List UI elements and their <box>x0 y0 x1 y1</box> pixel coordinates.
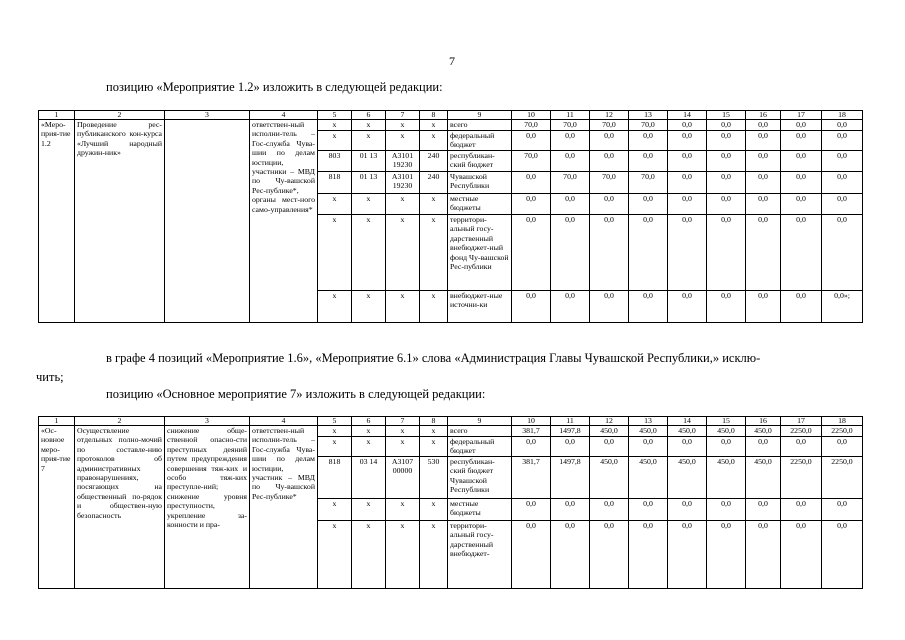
cell-amount: 0,0 <box>707 437 746 457</box>
cell-amount: 0,0 <box>781 131 822 151</box>
cell-amount: 0,0 <box>707 291 746 323</box>
cell-amount: 0,0 <box>707 499 746 521</box>
paragraph-column4-edit-cont: чить; <box>36 370 64 384</box>
cell-amount: 450,0 <box>629 426 668 437</box>
cell-amount: 0,0 <box>781 151 822 172</box>
cell-c1: «Меро-прия-тие 1.2 <box>39 120 75 323</box>
cell-amount: 0,0 <box>590 151 629 172</box>
cell-funding-source: всего <box>448 426 512 437</box>
table-row <box>39 426 863 437</box>
cell-amount: 0,0 <box>781 172 822 194</box>
column-number: 14 <box>668 111 707 120</box>
cell-c7: x <box>386 194 420 215</box>
cell-funding-source: федеральный бюджет <box>448 437 512 457</box>
cell-c8: x <box>420 291 448 323</box>
cell-amount: 0,0 <box>668 437 707 457</box>
cell-amount: 0,0 <box>590 521 629 589</box>
cell-funding-source: территори-альный госу-дарственный внебюджет-ный фонд Чу-вашской Рес-публики <box>448 215 512 291</box>
cell-c7: x <box>386 215 420 291</box>
cell-amount: 0,0 <box>668 172 707 194</box>
cell-amount: 0,0 <box>590 194 629 215</box>
cell-c7: А3101 19230 <box>386 172 420 194</box>
column-number: 17 <box>781 417 822 426</box>
column-number: 4 <box>250 111 318 120</box>
cell-amount: 450,0 <box>707 457 746 499</box>
column-number: 12 <box>590 417 629 426</box>
cell-amount: 0,0 <box>512 499 551 521</box>
cell-amount: 0,0 <box>707 151 746 172</box>
cell-amount: 0,0 <box>668 291 707 323</box>
cell-amount: 0,0 <box>629 194 668 215</box>
cell-c5: x <box>318 437 352 457</box>
column-number: 11 <box>551 417 590 426</box>
cell-amount: 0,0 <box>551 499 590 521</box>
cell-c7: x <box>386 120 420 131</box>
cell-c8: x <box>420 194 448 215</box>
paragraph-main-measure-7: позицию «Основное мероприятие 7» изложить в следующей редакции: <box>106 387 486 401</box>
cell-amount: 0,0 <box>822 172 863 194</box>
cell-amount: 450,0 <box>707 426 746 437</box>
cell-amount: 0,0 <box>590 437 629 457</box>
cell-c6: x <box>352 194 386 215</box>
cell-amount: 2250,0 <box>822 426 863 437</box>
cell-c8: 530 <box>420 457 448 499</box>
cell-amount: 0,0 <box>781 291 822 323</box>
cell-c8: x <box>420 120 448 131</box>
cell-amount: 0,0 <box>590 131 629 151</box>
cell-amount: 0,0 <box>629 499 668 521</box>
cell-amount: 0,0 <box>746 499 781 521</box>
cell-c1: «Ос-новное меро-прия-тие 7 <box>39 426 75 589</box>
column-number: 6 <box>352 417 386 426</box>
cell-amount: 2250,0 <box>822 457 863 499</box>
column-number: 16 <box>746 111 781 120</box>
cell-amount: 381,7 <box>512 457 551 499</box>
cell-c6: x <box>352 499 386 521</box>
cell-c8: x <box>420 499 448 521</box>
cell-amount: 0,0 <box>668 499 707 521</box>
cell-amount: 0,0 <box>512 215 551 291</box>
cell-amount: 0,0 <box>746 194 781 215</box>
column-number: 15 <box>707 111 746 120</box>
cell-amount: 0,0 <box>707 120 746 131</box>
cell-amount: 450,0 <box>746 426 781 437</box>
cell-amount: 0,0 <box>668 521 707 589</box>
cell-c5: 818 <box>318 457 352 499</box>
cell-amount: 450,0 <box>590 457 629 499</box>
column-number: 18 <box>822 111 863 120</box>
cell-c3: снижение обще-ственной опасно-сти преступных деяний путем предупреждения совершения тяж-ких и особо тяж-ких преступле-ний; снижение уровня преступности, укрепление за-конности и пра- <box>165 426 250 589</box>
cell-c8: x <box>420 215 448 291</box>
column-number: 16 <box>746 417 781 426</box>
column-number: 11 <box>551 111 590 120</box>
cell-amount: 0,0 <box>707 194 746 215</box>
cell-amount: 0,0 <box>822 437 863 457</box>
column-number: 2 <box>75 111 165 120</box>
cell-c8: x <box>420 426 448 437</box>
cell-c4: ответствен-ный исполни-тель – Гос-служба Чува-шии по делам юстиции, участники – МВД по Чу-вашской Рес-публике*, органы мест-ного само-управления* <box>250 120 318 323</box>
column-number: 7 <box>386 417 420 426</box>
cell-amount: 450,0 <box>746 457 781 499</box>
cell-amount: 0,0 <box>746 521 781 589</box>
cell-c6: 03 14 <box>352 457 386 499</box>
cell-c5: x <box>318 499 352 521</box>
cell-amount: 0,0 <box>781 194 822 215</box>
cell-amount: 0,0 <box>629 437 668 457</box>
cell-amount: 0,0 <box>512 291 551 323</box>
column-number: 10 <box>512 417 551 426</box>
column-number: 8 <box>420 417 448 426</box>
cell-c5: x <box>318 291 352 323</box>
cell-amount: 0,0 <box>707 521 746 589</box>
column-number: 1 <box>39 111 75 120</box>
column-number-row <box>39 417 863 426</box>
cell-amount: 0,0 <box>781 499 822 521</box>
cell-c7: x <box>386 521 420 589</box>
cell-amount: 0,0 <box>551 291 590 323</box>
cell-amount: 0,0 <box>746 131 781 151</box>
cell-amount: 0,0 <box>629 215 668 291</box>
cell-amount: 0,0 <box>590 215 629 291</box>
cell-amount: 0,0 <box>629 291 668 323</box>
column-number: 7 <box>386 111 420 120</box>
cell-amount: 0,0 <box>629 521 668 589</box>
column-number: 2 <box>75 417 165 426</box>
cell-c7: x <box>386 437 420 457</box>
cell-c6: x <box>352 215 386 291</box>
cell-c7: x <box>386 426 420 437</box>
cell-c7: А3101 19230 <box>386 151 420 172</box>
column-number: 13 <box>629 111 668 120</box>
cell-amount: 0,0 <box>512 172 551 194</box>
cell-funding-source: территори-альный госу-дарственный внебюджет- <box>448 521 512 589</box>
cell-funding-source: внебюджет-ные источни-ки <box>448 291 512 323</box>
page-number: 7 <box>449 54 455 68</box>
cell-amount: 0,0 <box>822 499 863 521</box>
cell-amount: 0,0 <box>551 194 590 215</box>
cell-funding-source: всего <box>448 120 512 131</box>
cell-c8: 240 <box>420 151 448 172</box>
cell-amount: 0,0 <box>746 291 781 323</box>
column-number: 17 <box>781 111 822 120</box>
cell-amount: 70,0 <box>551 120 590 131</box>
cell-amount: 0,0 <box>590 291 629 323</box>
cell-amount: 2250,0 <box>781 426 822 437</box>
column-number: 8 <box>420 111 448 120</box>
cell-c5: x <box>318 426 352 437</box>
column-number: 3 <box>165 111 250 120</box>
cell-c5: x <box>318 131 352 151</box>
cell-amount: 450,0 <box>590 426 629 437</box>
cell-amount: 0,0 <box>746 151 781 172</box>
cell-funding-source: республикан-ский бюджет Чувашской Республики <box>448 457 512 499</box>
table-measure-1-2 <box>38 110 863 323</box>
cell-c5: x <box>318 120 352 131</box>
cell-amount: 70,0 <box>551 172 590 194</box>
cell-amount: 0,0 <box>822 215 863 291</box>
cell-amount: 0,0 <box>512 521 551 589</box>
cell-amount: 0,0 <box>707 215 746 291</box>
cell-c6: 01 13 <box>352 151 386 172</box>
cell-funding-source: республикан-ский бюджет <box>448 151 512 172</box>
column-number: 14 <box>668 417 707 426</box>
cell-amount: 450,0 <box>629 457 668 499</box>
cell-amount: 0,0 <box>781 215 822 291</box>
cell-amount: 0,0 <box>551 215 590 291</box>
cell-amount: 70,0 <box>512 151 551 172</box>
cell-amount: 0,0 <box>822 131 863 151</box>
cell-amount: 0,0 <box>512 194 551 215</box>
cell-amount: 0,0 <box>629 131 668 151</box>
paragraph-column4-edit: в графе 4 позиций «Мероприятие 1.6», «Мероприятие 6.1» слова «Администрация Главы Чувашской Республики,» исклю- <box>106 351 761 365</box>
cell-amount: 70,0 <box>629 120 668 131</box>
cell-amount: 0,0 <box>781 437 822 457</box>
cell-amount: 0,0 <box>668 151 707 172</box>
cell-c6: x <box>352 521 386 589</box>
column-number: 6 <box>352 111 386 120</box>
cell-c7: x <box>386 131 420 151</box>
cell-amount: 450,0 <box>668 426 707 437</box>
cell-amount: 0,0 <box>746 120 781 131</box>
cell-c4: ответствен-ный исполни-тель – Гос-служба Чува-шии по делам юстиции, участник – МВД по Чу-вашской Рес-публике* <box>250 426 318 589</box>
column-number: 9 <box>448 417 512 426</box>
cell-c5: x <box>318 215 352 291</box>
column-number: 18 <box>822 417 863 426</box>
cell-amount: 450,0 <box>668 457 707 499</box>
cell-funding-source: местные бюджеты <box>448 499 512 521</box>
cell-c7: А3107 00000 <box>386 457 420 499</box>
cell-c6: x <box>352 120 386 131</box>
cell-amount: 0,0 <box>551 151 590 172</box>
column-number: 1 <box>39 417 75 426</box>
cell-amount: 0,0 <box>551 131 590 151</box>
cell-amount: 0,0 <box>746 215 781 291</box>
cell-c5: 818 <box>318 172 352 194</box>
cell-funding-source: местные бюджеты <box>448 194 512 215</box>
cell-amount: 0,0»; <box>822 291 863 323</box>
cell-c6: x <box>352 291 386 323</box>
cell-amount: 0,0 <box>512 437 551 457</box>
cell-amount: 0,0 <box>822 194 863 215</box>
table-main-measure-7 <box>38 416 863 589</box>
paragraph-position-1-2: позицию «Мероприятие 1.2» изложить в следующей редакции: <box>106 80 443 94</box>
column-number: 5 <box>318 111 352 120</box>
cell-amount: 70,0 <box>629 172 668 194</box>
cell-c6: 01 13 <box>352 172 386 194</box>
cell-amount: 0,0 <box>551 521 590 589</box>
cell-c7: x <box>386 291 420 323</box>
cell-amount: 0,0 <box>590 499 629 521</box>
cell-amount: 0,0 <box>668 215 707 291</box>
cell-c2: Проведение рес-публиканского кон-курса «Лучший народный дружин-ник» <box>75 120 165 323</box>
column-number: 4 <box>250 417 318 426</box>
cell-amount: 1497,8 <box>551 457 590 499</box>
cell-c8: x <box>420 521 448 589</box>
cell-c8: x <box>420 131 448 151</box>
cell-amount: 0,0 <box>822 151 863 172</box>
table-row <box>39 120 863 131</box>
cell-amount: 0,0 <box>746 172 781 194</box>
cell-c7: x <box>386 499 420 521</box>
cell-amount: 0,0 <box>822 120 863 131</box>
cell-amount: 0,0 <box>781 120 822 131</box>
column-number: 15 <box>707 417 746 426</box>
column-number: 12 <box>590 111 629 120</box>
cell-amount: 70,0 <box>512 120 551 131</box>
cell-c6: x <box>352 131 386 151</box>
cell-funding-source: федеральный бюджет <box>448 131 512 151</box>
cell-amount: 0,0 <box>551 437 590 457</box>
cell-c6: x <box>352 437 386 457</box>
cell-c5: x <box>318 194 352 215</box>
column-number: 10 <box>512 111 551 120</box>
column-number: 5 <box>318 417 352 426</box>
column-number-row <box>39 111 863 120</box>
cell-amount: 2250,0 <box>781 457 822 499</box>
cell-amount: 1497,8 <box>551 426 590 437</box>
cell-amount: 70,0 <box>590 172 629 194</box>
cell-c2: Осуществление отдельных полно-мочий по составле-нию протоколов об административных правонарушениях, посягающих на общественный по-рядок и обществен-ную безопасность <box>75 426 165 589</box>
cell-amount: 0,0 <box>668 194 707 215</box>
cell-amount: 0,0 <box>668 120 707 131</box>
cell-amount: 0,0 <box>822 521 863 589</box>
cell-funding-source: Чувашской Республики <box>448 172 512 194</box>
cell-c3 <box>165 120 250 323</box>
column-number: 3 <box>165 417 250 426</box>
cell-c5: 803 <box>318 151 352 172</box>
cell-amount: 0,0 <box>668 131 707 151</box>
cell-c6: x <box>352 426 386 437</box>
cell-c5: x <box>318 521 352 589</box>
cell-amount: 0,0 <box>512 131 551 151</box>
cell-amount: 0,0 <box>707 172 746 194</box>
column-number: 13 <box>629 417 668 426</box>
cell-amount: 0,0 <box>707 131 746 151</box>
cell-amount: 0,0 <box>746 437 781 457</box>
cell-amount: 381,7 <box>512 426 551 437</box>
cell-c8: x <box>420 437 448 457</box>
cell-amount: 0,0 <box>629 151 668 172</box>
cell-amount: 0,0 <box>781 521 822 589</box>
column-number: 9 <box>448 111 512 120</box>
cell-c8: 240 <box>420 172 448 194</box>
cell-amount: 70,0 <box>590 120 629 131</box>
